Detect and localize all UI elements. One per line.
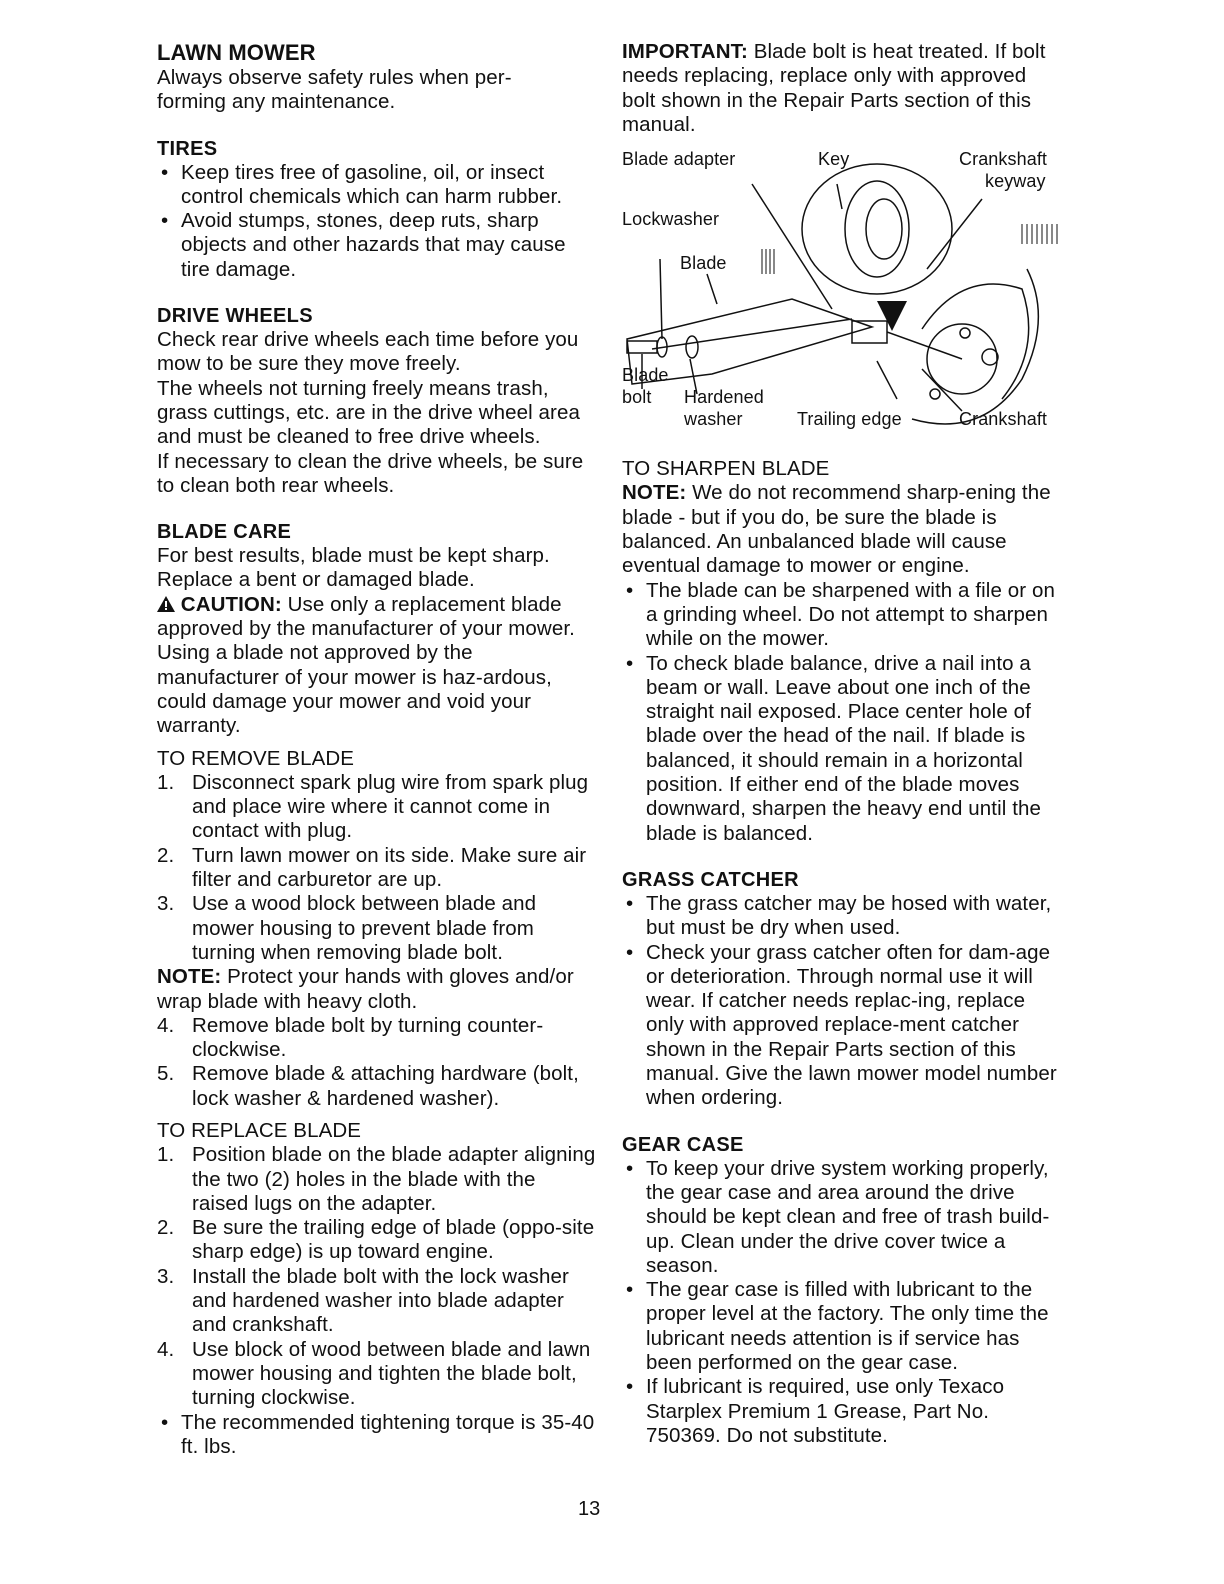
remove-steps (157, 771, 597, 965)
note-label: NOTE: (157, 965, 222, 989)
list-item: 1. Disconnect spark plug wire from spark plug and place wire where it cannot come in contact with plug. (157, 770, 589, 843)
list-item: • Avoid stumps, stones, deep ruts, sharp objects and other hazards that may cause tire damage. (157, 209, 597, 282)
section-title-lawn-mower: LAWN MOWER (157, 40, 316, 65)
caution-label: CAUTION: (180, 592, 282, 616)
heading-tires: TIRES (157, 137, 218, 160)
label-crankshaft-keyway-2: keyway (985, 171, 1046, 192)
important-label: IMPORTANT: (622, 40, 748, 63)
label-hardened-washer-1: Hardened (684, 387, 764, 408)
drive-wheels-p1: Check rear drive wheels each time before you mow to be sure they move freely. (157, 328, 579, 376)
remove-steps-2 (157, 1014, 597, 1111)
label-blade-bolt-2: bolt (622, 387, 652, 408)
label-crankshaft-keyway-1: Crankshaft (959, 149, 1048, 170)
heading-sharpen-blade: TO SHARPEN BLADE (622, 457, 830, 481)
note-label: NOTE: (622, 481, 687, 505)
label-hardened-washer-2: washer (684, 409, 743, 430)
list-item: 4. Remove blade bolt by turning counter-clockwise. (157, 1013, 544, 1062)
grass-catcher-list (622, 892, 1062, 1111)
important-paragraph: IMPORTANT: Blade bolt is heat treated. If bolt needs replacing, replace only with approved bolt shown in the Repair Parts section of this manual. (622, 40, 1046, 136)
label-crankshaft: Crankshaft (959, 409, 1048, 430)
right-column (622, 40, 1062, 1448)
list-item: 2. Be sure the trailing edge of blade (oppo-site sharp edge) is up toward engine. (157, 1216, 595, 1264)
label-trailing-edge: Trailing edge (797, 409, 902, 430)
warning-triangle-icon (157, 596, 175, 612)
list-item: • The blade can be sharpened with a file or on a grinding wheel. Do not attempt to sharpen while on the mower. (622, 579, 1062, 652)
list-item: • If lubricant is required, use only Texaco Starplex Premium 1 Grease, Part No. 750369. Do not substitute. (622, 1375, 1062, 1448)
list-item: 3. Use a wood block between blade and mower housing to prevent blade from turning when removing blade bolt. (157, 892, 537, 964)
list-item: • Check your grass catcher often for dam-age or deterioration. Through normal use it will wear. If catcher needs replac-ing, replace only with approved replace-ment catcher shown in the Repair Parts section of this manual. Give the lawn mower model number when ordering. (622, 941, 1062, 1111)
list-item: • The gear case is filled with lubricant to the proper level at the factory. The only time the lubricant needs attention is if service has been performed on the gear case. (622, 1278, 1062, 1375)
gear-case-list (622, 1157, 1062, 1449)
replace-steps (157, 1143, 597, 1410)
label-blade-bolt-1: Blade (622, 365, 669, 386)
intro-text (157, 66, 597, 115)
label-blade: Blade (680, 253, 727, 274)
replace-bullet (157, 1411, 597, 1460)
heading-replace-blade: TO REPLACE BLADE (157, 1118, 362, 1142)
heading-blade-care: BLADE CARE (157, 521, 292, 544)
blade-assembly-figure (622, 149, 1062, 449)
caution-paragraph (157, 593, 597, 739)
list-item: • The grass catcher may be hosed with water, but must be dry when used. (622, 892, 1062, 941)
heading-gear-case: GEAR CASE (622, 1133, 744, 1156)
list-item: • Keep tires free of gasoline, oil, or insect control chemicals which can harm rubber. (157, 161, 597, 210)
list-item: • To check blade balance, drive a nail into a beam or wall. Leave about one inch of the straight nail exposed. Place center hole of blade over the head of the nail. If blade is balanced, it should remain in a horizontal position. If either end of the blade moves downward, sharpen the heavy end until the blade is balanced. (622, 652, 1062, 846)
sharpen-note: NOTE: We do not recommend sharp-ening the blade - but if you do, be sure the blade is balanced. An unbalanced blade will cause eventual damage to mower or engine. (622, 481, 1051, 578)
blade-care-p1: For best results, blade must be kept sharp. Replace a bent or damaged blade. (157, 544, 550, 592)
list-item: 5. Remove blade & attaching hardware (bolt, lock washer & hardened washer). (157, 1062, 579, 1110)
label-blade-adapter: Blade adapter (622, 149, 736, 170)
heading-remove-blade: TO REMOVE BLADE (157, 746, 355, 770)
caution-text: Use only a replacement blade approved by the manufacturer of your mower. Using a blade not approved by the manufacturer of your mower is haz-ardous, could damage your mower and void your warranty. (157, 592, 575, 738)
drive-wheels-p3: If necessary to clean the drive wheels, be sure to clean both rear wheels. (157, 449, 584, 497)
list-item: • To keep your drive system working properly, the gear case and area around the drive should be kept clean and free of trash build-up. Clean under the drive cover twice a season. (622, 1157, 1062, 1278)
label-lockwasher: Lockwasher (622, 209, 720, 230)
intro-line-2: forming any maintenance. (157, 90, 396, 114)
label-key: Key (818, 149, 850, 170)
list-item: 3. Install the blade bolt with the lock washer and hardened washer into blade adapter and crankshaft. (157, 1264, 569, 1337)
heading-drive-wheels: DRIVE WHEELS (157, 305, 313, 328)
list-item: 4. Use block of wood between blade and lawn mower housing and tighten the blade bolt, turning clockwise. (157, 1337, 591, 1410)
heading-grass-catcher: GRASS CATCHER (622, 868, 799, 891)
list-item: 2. Turn lawn mower on its side. Make sure air filter and carburetor are up. (157, 843, 587, 892)
left-column (157, 40, 597, 1459)
page-number: 13 (578, 1498, 601, 1520)
intro-line-1: Always observe safety rules when per- (157, 66, 512, 89)
list-item: • The recommended tightening torque is 35-40 ft. lbs. (157, 1411, 597, 1460)
tires-list (157, 161, 597, 282)
sharpen-list (622, 579, 1062, 846)
remove-note: NOTE: Protect your hands with gloves and/or wrap blade with heavy cloth. (157, 965, 574, 1013)
list-item: 1. Position blade on the blade adapter aligning the two (2) holes in the blade with the raised lugs on the adapter. (157, 1143, 596, 1215)
drive-wheels-p2: The wheels not turning freely means trash, grass cuttings, etc. are in the drive wheel area and must be cleaned to free drive wheels. (157, 376, 580, 449)
